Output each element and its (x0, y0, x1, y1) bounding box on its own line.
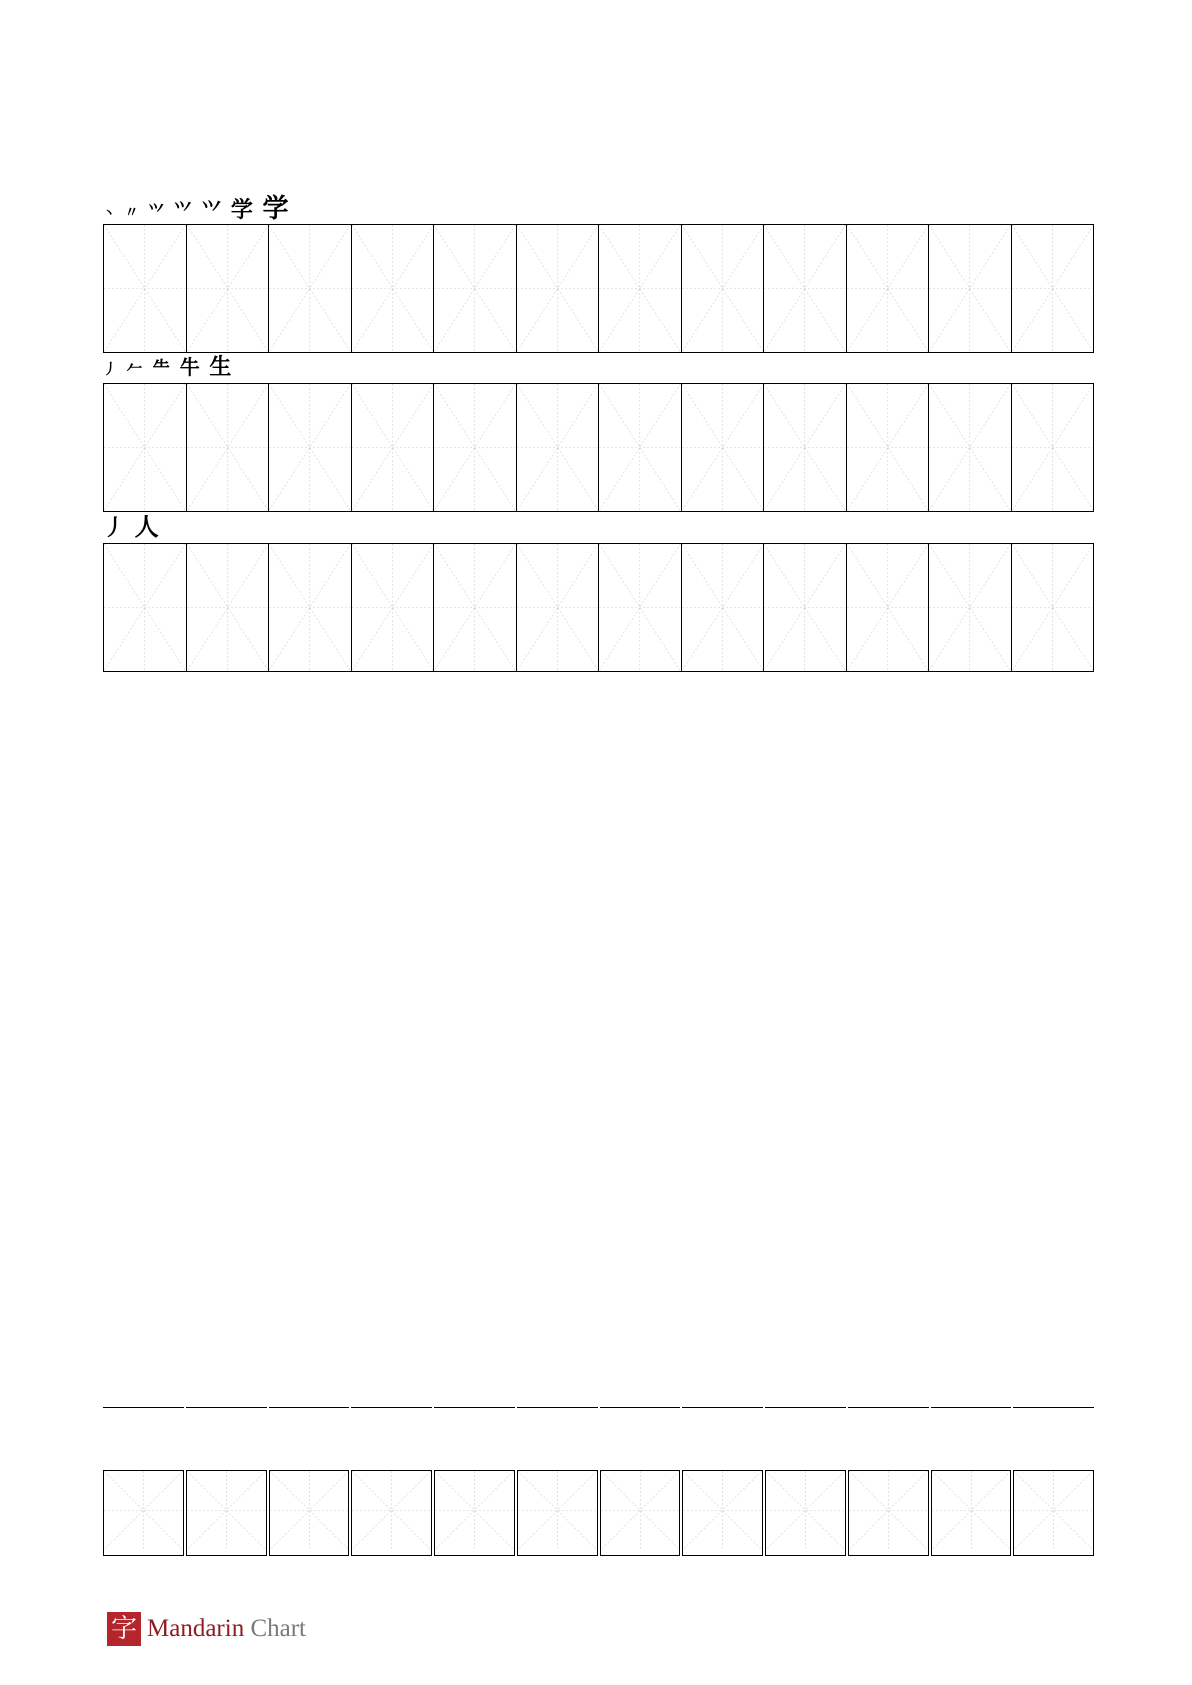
guide-lines-icon (932, 1471, 1011, 1550)
stroke-step: 〃 (124, 205, 140, 221)
stroke-step: ⺍ (201, 198, 223, 222)
guide-lines-icon (352, 225, 434, 352)
practice-cell (846, 544, 929, 671)
guide-lines-icon (1012, 225, 1094, 352)
practice-grid-row-1 (103, 224, 1094, 353)
brand-mandarin: Mandarin (147, 1615, 245, 1642)
baseline-segment (351, 1407, 432, 1408)
guide-lines-icon (352, 544, 434, 671)
baseline-segment (848, 1407, 929, 1408)
guide-lines-icon (601, 1471, 680, 1550)
stroke-step: 𠂉 (126, 359, 144, 378)
writing-baseline (103, 1407, 1094, 1408)
guide-lines-icon (518, 1471, 597, 1550)
practice-cell (763, 544, 846, 671)
guide-lines-icon (599, 544, 681, 671)
practice-grid-row-2 (103, 383, 1094, 512)
guide-lines-icon (847, 544, 929, 671)
practice-cell (186, 544, 269, 671)
practice-cell (516, 384, 599, 511)
guide-lines-icon (764, 384, 846, 511)
practice-box (682, 1470, 763, 1556)
baseline-segment (103, 1407, 184, 1408)
guide-lines-icon (517, 225, 599, 352)
practice-cell (598, 225, 681, 352)
practice-cell (268, 225, 351, 352)
guide-lines-icon (269, 384, 351, 511)
logo-character-icon: 字 (107, 1612, 141, 1646)
stroke-step: 牛 (179, 355, 201, 379)
stroke-step: 丿 (103, 362, 118, 378)
practice-cell (846, 384, 929, 511)
baseline-segment (682, 1407, 763, 1408)
guide-lines-icon (929, 544, 1011, 671)
practice-box (434, 1470, 515, 1556)
stroke-order-label-3 (103, 512, 160, 541)
guide-lines-icon (187, 384, 269, 511)
guide-lines-icon (847, 225, 929, 352)
guide-lines-icon (682, 225, 764, 352)
stroke-final-character: 人 (134, 512, 160, 541)
guide-lines-icon (352, 384, 434, 511)
mandarin-chart-logo (107, 1612, 306, 1646)
stroke-step: 学 (230, 197, 254, 223)
stroke-step: ⺧ (152, 358, 172, 379)
practice-grid-row-3 (103, 543, 1094, 672)
guide-lines-icon (435, 1471, 514, 1550)
practice-box (269, 1470, 350, 1556)
brand-name (147, 1615, 306, 1643)
brand-chart: Chart (250, 1615, 306, 1642)
practice-box (765, 1470, 846, 1556)
practice-cell (598, 544, 681, 671)
practice-cell (763, 384, 846, 511)
guide-lines-icon (764, 544, 846, 671)
practice-cell (104, 384, 186, 511)
stroke-step: ⺍ (148, 202, 166, 221)
practice-box (186, 1470, 267, 1556)
guide-lines-icon (434, 384, 516, 511)
guide-lines-icon (766, 1471, 845, 1550)
baseline-segment (1013, 1407, 1094, 1408)
practice-box (600, 1470, 681, 1556)
practice-cell (516, 225, 599, 352)
practice-cell (763, 225, 846, 352)
practice-cell (351, 544, 434, 671)
stroke-step: ⺍ (173, 201, 193, 222)
guide-lines-icon (764, 225, 846, 352)
guide-lines-icon (1012, 544, 1094, 671)
practice-cell (598, 384, 681, 511)
baseline-segment (931, 1407, 1012, 1408)
guide-lines-icon (847, 384, 929, 511)
practice-cell (268, 544, 351, 671)
practice-box (931, 1470, 1012, 1556)
guide-lines-icon (434, 225, 516, 352)
guide-lines-icon (104, 544, 186, 671)
practice-box (351, 1470, 432, 1556)
practice-cell (846, 225, 929, 352)
practice-cell (928, 544, 1011, 671)
guide-lines-icon (187, 544, 269, 671)
practice-cell (1011, 384, 1094, 511)
practice-cell (104, 544, 186, 671)
practice-cell (351, 384, 434, 511)
practice-cell (433, 544, 516, 671)
practice-cell (681, 225, 764, 352)
stroke-order-label-1 (103, 196, 290, 222)
practice-cell (268, 384, 351, 511)
guide-lines-icon (269, 225, 351, 352)
practice-cell (186, 225, 269, 352)
practice-box (848, 1470, 929, 1556)
stroke-order-label-2 (103, 356, 232, 378)
stroke-step: 丶 (103, 206, 117, 220)
practice-box-row (103, 1470, 1094, 1556)
practice-cell (681, 544, 764, 671)
guide-lines-icon (352, 1471, 431, 1550)
practice-cell (1011, 225, 1094, 352)
guide-lines-icon (187, 225, 269, 352)
practice-cell (681, 384, 764, 511)
stroke-final-character: 学 (262, 194, 290, 224)
baseline-segment (600, 1407, 681, 1408)
stroke-step: 丿 (103, 515, 127, 541)
guide-lines-icon (104, 384, 186, 511)
guide-lines-icon (1014, 1471, 1093, 1550)
guide-lines-icon (434, 544, 516, 671)
baseline-segment (434, 1407, 515, 1408)
practice-cell (351, 225, 434, 352)
practice-cell (928, 225, 1011, 352)
practice-cell (186, 384, 269, 511)
practice-cell (1011, 544, 1094, 671)
guide-lines-icon (269, 544, 351, 671)
guide-lines-icon (929, 225, 1011, 352)
guide-lines-icon (599, 384, 681, 511)
guide-lines-icon (682, 384, 764, 511)
practice-box (103, 1470, 184, 1556)
guide-lines-icon (517, 544, 599, 671)
baseline-segment (186, 1407, 267, 1408)
guide-lines-icon (599, 225, 681, 352)
guide-lines-icon (517, 384, 599, 511)
guide-lines-icon (104, 1471, 183, 1550)
practice-cell (433, 225, 516, 352)
stroke-final-character: 生 (209, 354, 233, 380)
baseline-segment (517, 1407, 598, 1408)
guide-lines-icon (187, 1471, 266, 1550)
guide-lines-icon (1012, 384, 1094, 511)
practice-box (517, 1470, 598, 1556)
practice-box (1013, 1470, 1094, 1556)
guide-lines-icon (849, 1471, 928, 1550)
guide-lines-icon (682, 544, 764, 671)
guide-lines-icon (270, 1471, 349, 1550)
baseline-segment (765, 1407, 846, 1408)
guide-lines-icon (104, 225, 186, 352)
practice-cell (104, 225, 186, 352)
practice-cell (928, 384, 1011, 511)
guide-lines-icon (929, 384, 1011, 511)
guide-lines-icon (683, 1471, 762, 1550)
practice-cell (433, 384, 516, 511)
baseline-segment (269, 1407, 350, 1408)
practice-cell (516, 544, 599, 671)
